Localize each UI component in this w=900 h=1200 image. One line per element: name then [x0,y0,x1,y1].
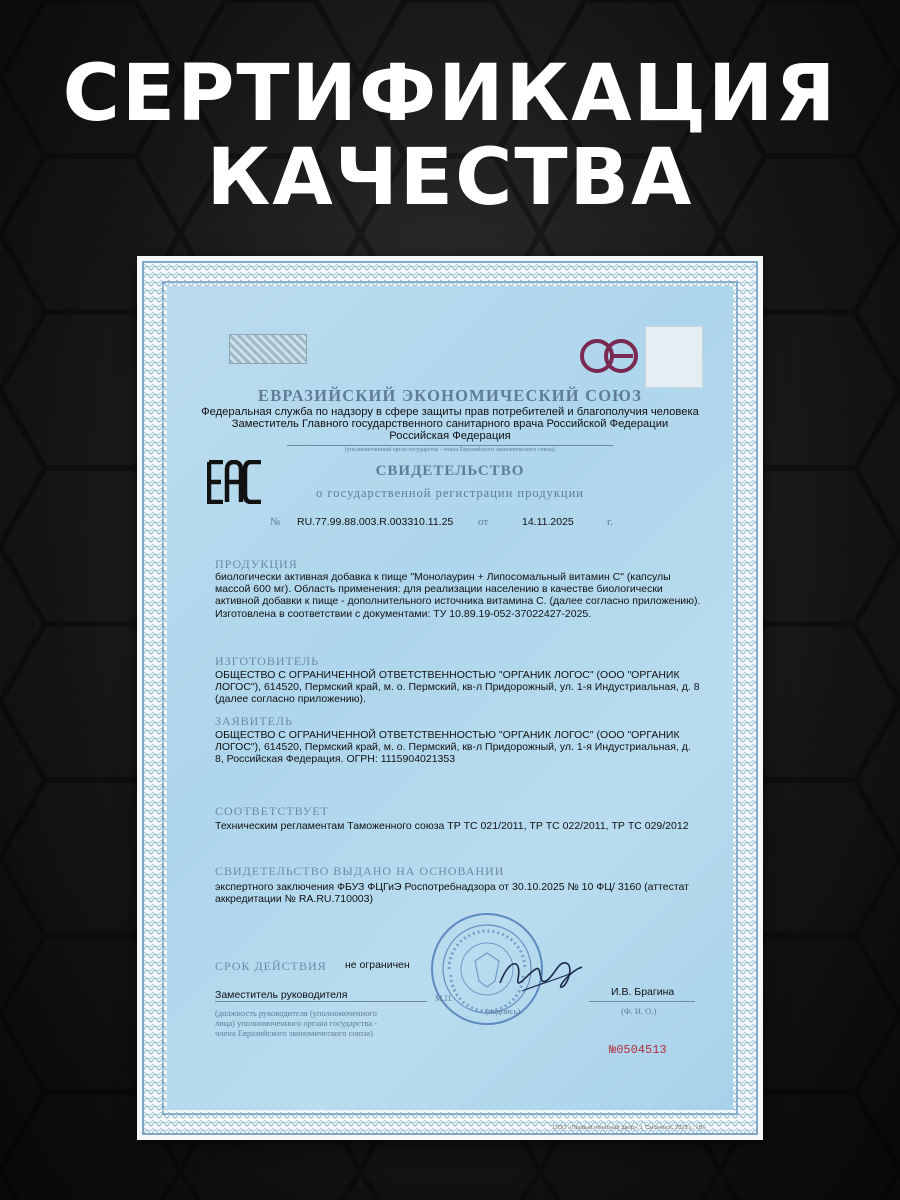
print-note: ООО «Первый печатный двор», г. Смоленск, 2025 г., «В» [553,1125,706,1131]
certificate-date: 14.11.2025 [522,516,574,528]
validity-value: не ограничен [345,959,410,971]
page-headline [0,49,900,223]
text-line: биологически активная добавка к пище "Монолаурин + Липосомальный витамин С" (капсулы [215,571,671,583]
certificate-number: RU.77.99.88.003.R.003310.11.25 [297,516,454,528]
product-label: ПРОДУКЦИЯ [215,557,298,571]
caption-line: (должность руководителя (уполномоченного [215,1008,377,1018]
manufacturer-text [215,669,701,706]
text-line: ЛОГОС"), 614520, Пермский край, м. о. Пермский, кв-л Придорожный, ул. 1-я Индустриальная, д. [215,741,691,754]
signature-caption: (подпись) [485,1006,521,1016]
headline-line-1: СЕРТИФИКАЦИЯ [62,49,838,139]
position-caption [215,1008,377,1038]
certificate-subtitle: о государственной регистрации продукции [316,486,584,500]
date-prefix: от [478,516,489,528]
manufacturer-label: ИЗГОТОВИТЕЛЬ [215,654,320,668]
text-line: 8, Российская Федерация. ОГРН: 1115904021353 [215,753,456,766]
basis-text [215,881,701,905]
stamp-place: М.П. [435,993,453,1003]
text-line: активной добавки к пище - дополнительного источника витамина С. (далее согласно приложению). [215,595,701,608]
text-line: аккредитации № RA.RU.710003) [215,893,373,906]
signer-name-caption: (Ф. И. О.) [621,1006,657,1016]
signer-position: Заместитель руководителя [215,989,348,1001]
issuing-authority [167,406,733,443]
text-line: экспертного заключения ФБУЗ ФЦГиЭ Роспотребнадзора от 30.10.2025 № 10 ФЦ/ 3160 (аттестат [215,881,689,893]
product-text [215,571,701,620]
headline-line-2: КАЧЕСТВА [206,133,694,223]
se-logo-icon [577,338,641,374]
serial-number: №0504513 [609,1043,667,1057]
caption-line: члена Евразийского экономического союза) [215,1028,373,1038]
authority-line: Российская Федерация [389,430,511,443]
text-line: ОБЩЕСТВО С ОГРАНИЧЕННОЙ ОТВЕТСТВЕННОСТЬЮ "ОРГАНИК ЛОГОС" (ООО "ОРГАНИК [215,669,680,681]
certificate-title: СВИДЕТЕЛЬСТВО [375,463,525,479]
text-line: массой 600 мг). Область применения: для реализации населению в качестве биологически [215,583,663,596]
caption-line: лица) уполномоченного органа государства - [215,1018,378,1028]
applicant-text [215,729,701,766]
text-line: ОБЩЕСТВО С ОГРАНИЧЕННОЙ ОТВЕТСТВЕННОСТЬЮ "ОРГАНИК ЛОГОС" (ООО "ОРГАНИК [215,729,680,741]
applicant-label: ЗАЯВИТЕЛЬ [215,714,293,728]
validity-label: СРОК ДЕЙСТВИЯ [215,959,327,973]
text-line: (далее согласно приложению). [215,693,366,706]
name-line [589,1001,695,1002]
signer-name: И.В. Брагина [611,986,675,998]
handwritten-signature [492,951,587,1001]
date-suffix: г. [607,516,614,528]
conforms-text: Техническим регламентам Таможенного союза ТР ТС 021/2011, ТР ТС 022/2011, ТР ТС 029/2012 [215,820,689,832]
text-line: Изготовлена в соответствии с документами: ТУ 10.89.19-052-37022427-2025. [215,607,592,620]
hologram-sticker [229,334,307,364]
certificate-document [137,256,763,1140]
signature-line [215,1001,427,1002]
text-line: ЛОГОС"), 614520, Пермский край, м. о. Пермский, кв-л Придорожный, ул. 1-я Индустриальная, д. 8 [215,681,700,694]
authority-caption: (уполномоченный орган государства - члена Евразийского экономического союза) [287,445,613,453]
authority-line: Заместитель Главного государственного санитарного врача Российской Федерации [231,418,669,431]
union-title: ЕВРАЗИЙСКИЙ ЭКОНОМИЧЕСКИЙ СОЮЗ [257,386,642,405]
authority-line: Федеральная служба по надзору в сфере защиты прав потребителей и благополучия человека [201,406,699,418]
basis-label: СВИДЕТЕЛЬСТВО ВЫДАНО НА ОСНОВАНИИ [215,864,505,878]
qr-area [645,326,703,388]
number-prefix: № [270,516,281,528]
conforms-label: СООТВЕТСТВУЕТ [215,804,329,818]
